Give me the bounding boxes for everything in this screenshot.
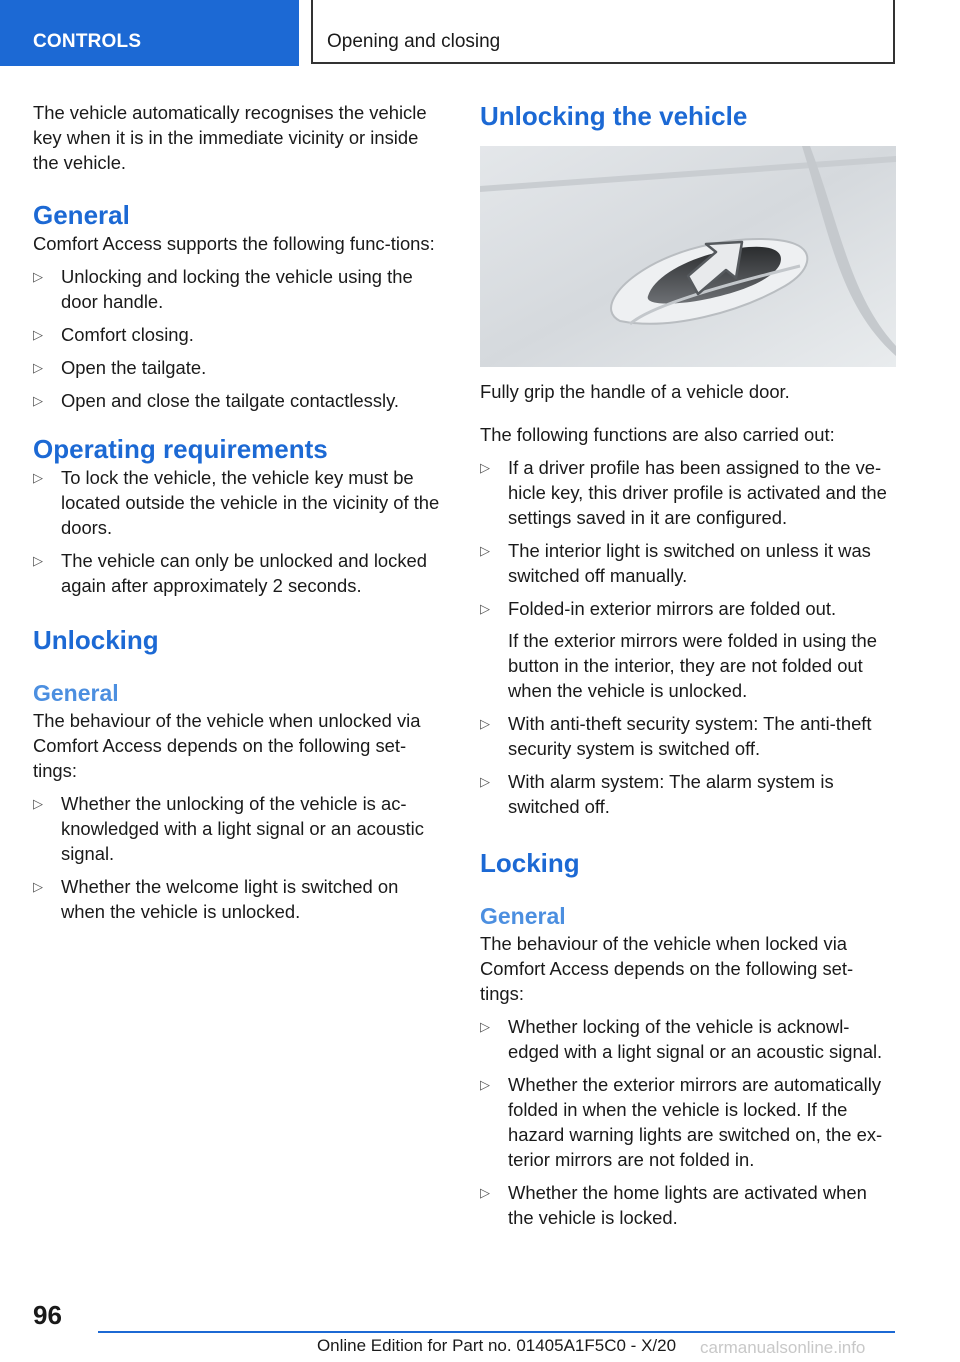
triangle-bullet-icon: ▷ [33,327,43,342]
list-item: ▷ The interior light is switched on unless it was switched off manually. [480,540,871,586]
triangle-bullet-icon: ▷ [480,1019,490,1034]
locking-list [480,1014,896,1230]
subheading-general: General [33,680,119,706]
footer-edition-text: Online Edition for Part no. 01405A1F5C0 - X/20 [316,1336,677,1355]
section-tab: CONTROLS [0,0,299,66]
triangle-bullet-icon: ▷ [480,460,490,475]
list-item: ▷ To lock the vehicle, the vehicle key must be located outside the vehicle in the vicinity of the doors. [33,467,440,538]
general-list [33,264,443,413]
heading-locking: Locking [480,848,580,878]
list-item: ▷ With anti-theft security system: The anti-theft security system is switched off. [480,713,872,759]
page-number: 96 [33,1300,62,1330]
list-item: ▷ Whether the exterior mirrors are automatically folded in when the vehicle is locked. If the hazard warning lights are switched on, the ex‐terior mirrors are not folded in. [480,1074,883,1170]
general-text: Comfort Access supports the following func‐tions: [33,233,435,254]
watermark: carmanualsonline.info [700,1338,866,1357]
list-item: ▷ Whether the unlocking of the vehicle is ac‐knowledged with a light signal or an acoustic signal. [33,793,424,864]
chapter-title: Opening and closing [311,0,895,64]
list-item: ▷ Comfort closing. [33,324,194,345]
page-header [0,0,960,66]
functions-text: The following functions are also carried out: [480,424,835,445]
heading-unlocking-the-vehicle: Unlocking the vehicle [480,101,748,131]
triangle-bullet-icon: ▷ [480,601,490,616]
list-item: ▷ If a driver profile has been assigned to the ve‐hicle key, this driver profile is activated and the settings saved in it are configured. [480,457,887,528]
list-item: ▷ Whether locking of the vehicle is acknowl‐edged with a light signal or an acoustic signal. [480,1016,883,1062]
list-item-note: If the exterior mirrors were folded in using the button in the interior, they are not folded out when the vehicle is unlocked. [508,630,877,701]
list-item: ▷ Unlocking and locking the vehicle using the door handle. [33,266,413,312]
triangle-bullet-icon: ▷ [480,1077,490,1092]
list-item: ▷ Open the tailgate. [33,357,207,378]
footer-divider [98,1331,895,1333]
triangle-bullet-icon: ▷ [33,553,43,568]
triangle-bullet-icon: ▷ [480,774,490,789]
functions-list [480,455,896,819]
list-item: ▷ Open and close the tailgate contactlessly. [33,390,400,411]
list-item: ▷ With alarm system: The alarm system is switched off. [480,771,834,817]
triangle-bullet-icon: ▷ [33,360,43,375]
triangle-bullet-icon: ▷ [480,543,490,558]
intro-paragraph: The vehicle automatically recognises the vehicle key when it is in the immediate vicinity or inside the vehicle. [33,102,427,173]
list-item: ▷ The vehicle can only be unlocked and locked again after approximately 2 seconds. [33,550,428,596]
heading-unlocking: Unlocking [33,625,159,655]
triangle-bullet-icon: ▷ [33,879,43,894]
requirements-list [33,465,443,598]
locking-text: The behaviour of the vehicle when locked via Comfort Access depends on the following set‐tings: [480,933,854,1004]
triangle-bullet-icon: ▷ [33,796,43,811]
triangle-bullet-icon: ▷ [480,716,490,731]
door-handle-illustration [480,146,896,367]
heading-general: General [33,200,130,230]
heading-operating-requirements: Operating requirements [33,434,328,464]
right-column [480,100,896,1238]
subheading-general: General [480,903,566,929]
unlocking-list [33,791,443,924]
unlocking-text: The behaviour of the vehicle when unlocked via Comfort Access depends on the following set‐tings: [33,710,421,781]
left-column [33,100,443,932]
list-item: ▷ Whether the welcome light is switched on when the vehicle is unlocked. [33,876,399,922]
triangle-bullet-icon: ▷ [33,470,43,485]
list-item: ▷ Folded-in exterior mirrors are folded out. If the exterior mirrors were folded in using the button in the interior, they are not folded out when the vehicle is unlocked. [480,596,896,703]
triangle-bullet-icon: ▷ [33,393,43,408]
list-item: ▷ Whether the home lights are activated when the vehicle is locked. [480,1182,867,1228]
figure-caption: Fully grip the handle of a vehicle door. [480,381,790,402]
triangle-bullet-icon: ▷ [480,1185,490,1200]
triangle-bullet-icon: ▷ [33,269,43,284]
